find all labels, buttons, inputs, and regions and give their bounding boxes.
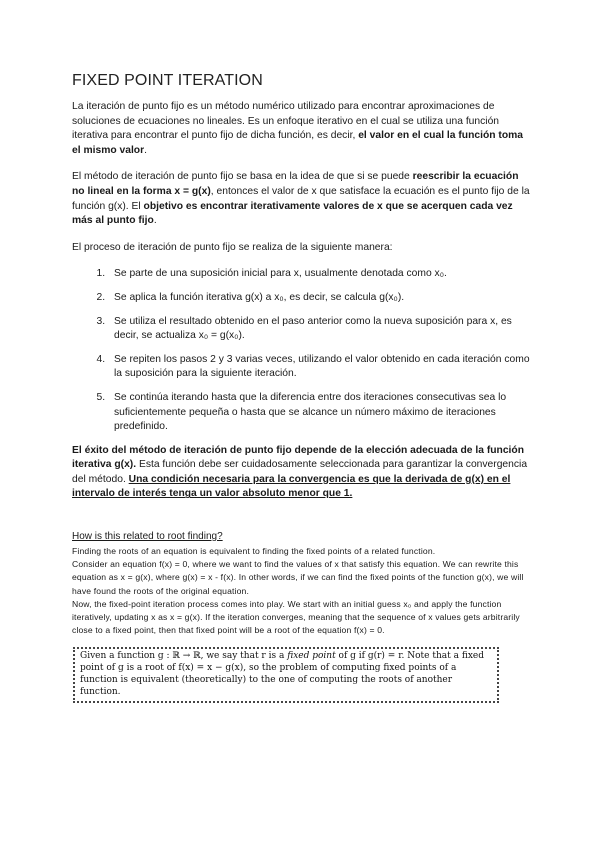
definition-box	[73, 647, 499, 702]
list-item: 3. Se utiliza el resultado obtenido en el paso anterior como la nueva suposición para x, es decir, se actualiza x₀ = g(x₀).	[108, 315, 530, 344]
en-paragraph: Finding the roots of an equation is equivalent to finding the fixed points of a related function.	[72, 546, 436, 557]
root-finding-section	[72, 545, 530, 637]
en-paragraph: Consider an equation f(x) = 0, where we want to find the values of x that satisfy this equation. We can rewrite this equation as x = g(x), where g(x) = x - f(x). In other words, if we can find the fixed points of the function g(x), we will have found the roots of the original equation.	[72, 559, 524, 596]
section-title: How is this related to root finding?	[72, 531, 223, 543]
intro-paragraph	[72, 100, 530, 158]
convergence-bold: El éxito del método de iteración de punto fijo depende de la elección adecuada de la función iterativa g(x).	[72, 444, 525, 471]
intro-end: .	[144, 144, 147, 156]
method-end: .	[153, 215, 157, 227]
list-item: 5. Se continúa iterando hasta que la diferencia entre dos iteraciones consecutivas sea lo suficientemente pequeña o hasta que se alcance un número máximo de iteraciones predefinido.	[108, 391, 530, 435]
definition-text-1: Given a function g : ℝ → ℝ, we say that r is a	[80, 651, 288, 662]
steps-list	[72, 267, 530, 434]
definition-italic: fixed point	[287, 651, 336, 662]
method-text-2: , entonces el valor de x que satisface la ecuación es el punto fijo de la función g(x). El	[72, 185, 530, 212]
method-bold-2: objetivo es encontrar iterativamente valores de x que se acerquen cada vez más al punto fijo	[72, 200, 513, 227]
intro-bold: el valor en el cual la función toma el mismo valor	[72, 130, 523, 156]
convergence-text: Esta función debe ser cuidadosamente seleccionada para garantizar la convergencia del método.	[72, 459, 528, 485]
document-page	[72, 72, 530, 703]
en-paragraph: Now, the fixed-point iteration process comes into play. We start with an initial guess x₀ and apply the function iteratively, updating x as x = g(x). If the iteration converges, meaning that the sequence of x values gets arbitrarily close to a fixed point, then that fixed point will be a root of the equation f(x) = 0.	[72, 598, 520, 636]
list-item: 4. Se repiten los pasos 2 y 3 varias veces, utilizando el valor obtenido en cada iteración como la suposición para la siguiente iteración.	[108, 353, 530, 382]
method-text-1: El método de iteración de punto fijo se basa en la idea de que si se puede	[72, 171, 413, 183]
process-intro: El proceso de iteración de punto fijo se realiza de la siguiente manera:	[72, 241, 393, 253]
intro-text: La iteración de punto fijo es un método numérico utilizado para encontrar aproximaciones de soluciones de ecuaciones no lineales. Es un enfoque iterativo en el cual se utiliza una función iterativa para encontrar el punto fijo de dicha función, es decir,	[72, 101, 500, 142]
method-bold-1: reescribir la ecuación no lineal en la forma x = g(x)	[72, 171, 519, 197]
method-paragraph	[72, 170, 530, 228]
convergence-condition: Una condición necesaria para la convergencia es que la derivada de g(x) en el intervalo de interés tenga un valor absoluto menor que 1.	[72, 473, 511, 500]
list-item: 2. Se aplica la función iterativa g(x) a x₀, es decir, se calcula g(x₀).	[108, 291, 530, 306]
page-title: FIXED POINT ITERATION	[72, 72, 263, 89]
list-item: 1. Se parte de una suposición inicial para x, usualmente denotada como x₀.	[108, 267, 530, 282]
definition-text-2: of g if g(r) = r. Note that a fixed point of g is a root of f(x) = x − g(x), so the problem of computing fixed points of a function is equivalent (theoretically) to the one of computing the roots of another function.	[80, 651, 484, 697]
convergence-paragraph	[72, 444, 530, 502]
